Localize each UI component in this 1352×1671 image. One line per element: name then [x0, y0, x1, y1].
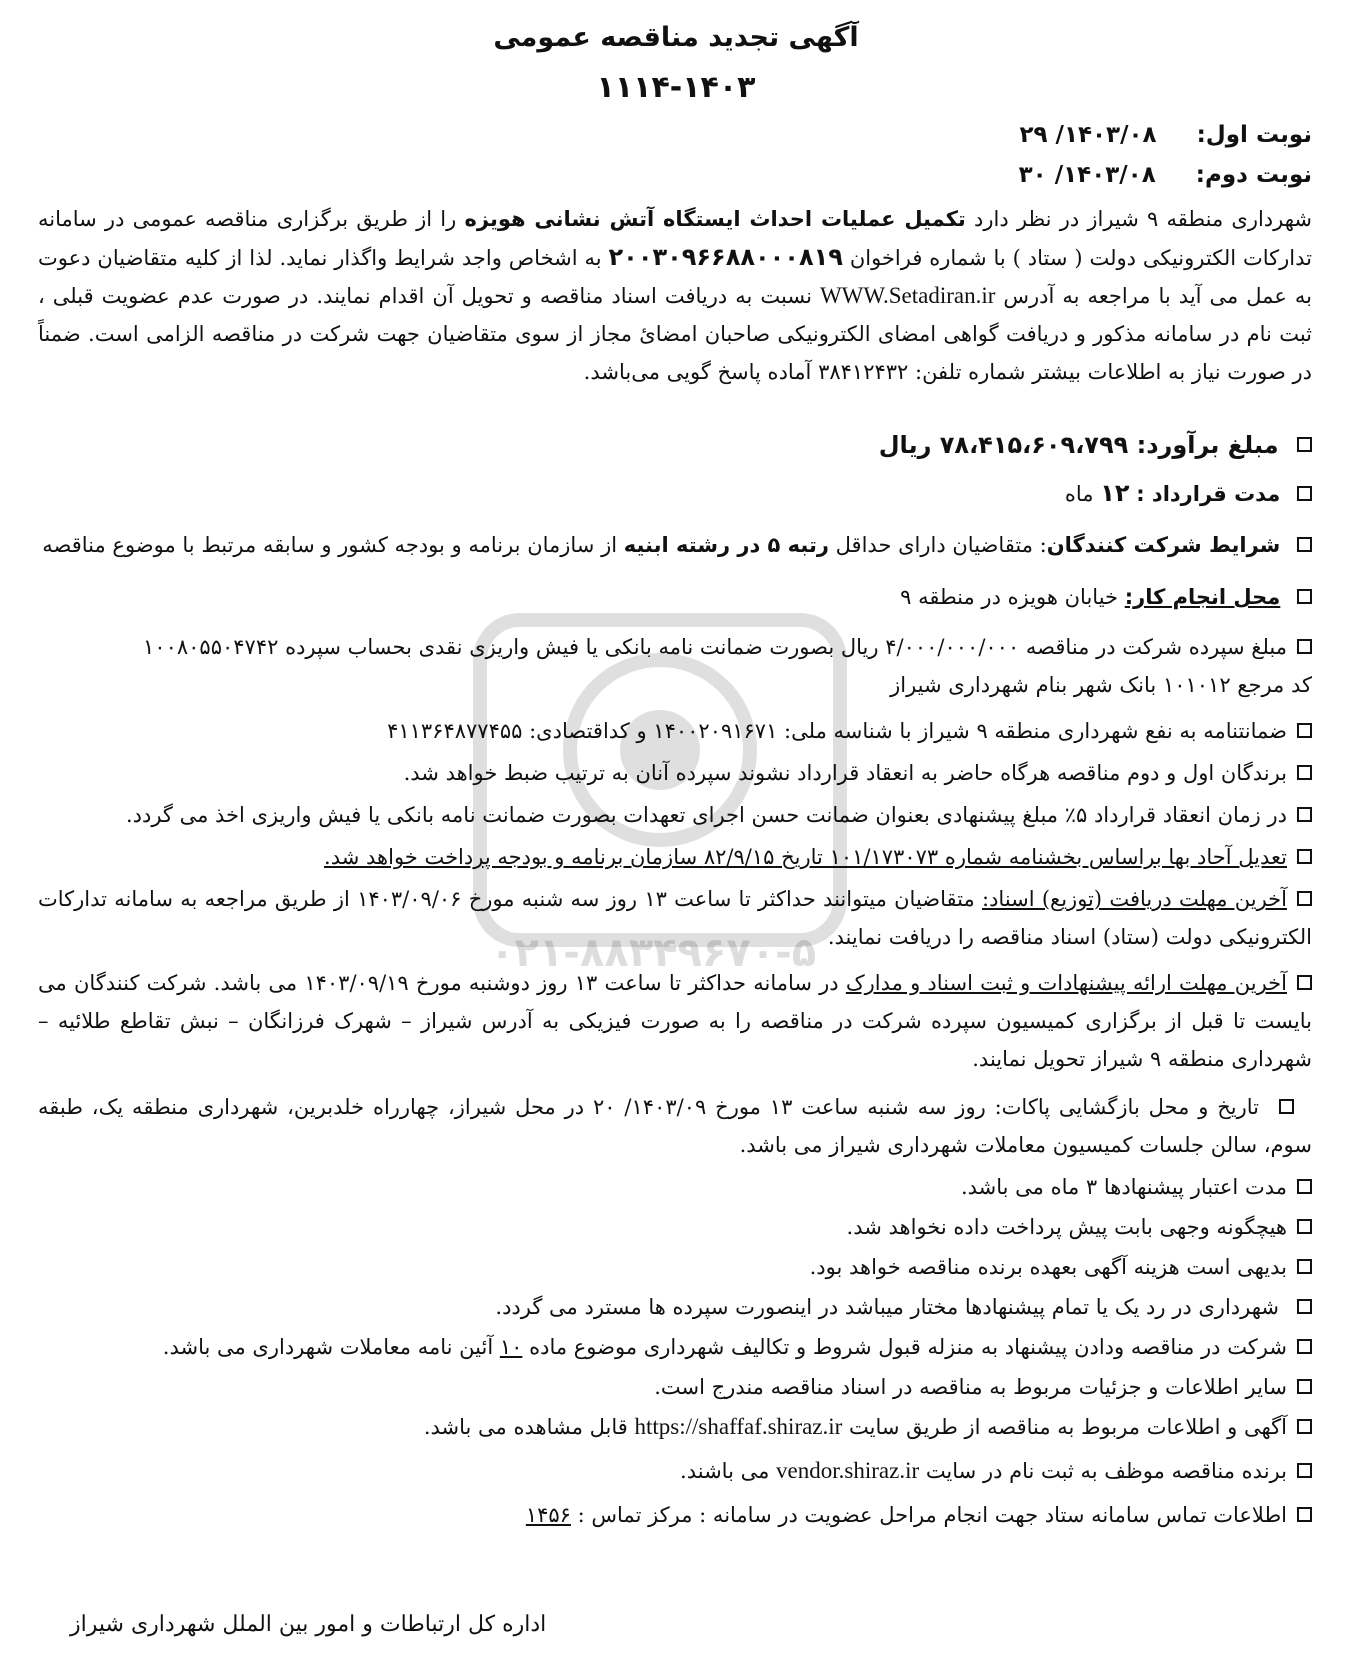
first-publication-date: ۱۴۰۳/۰۸/ ۲۹: [1019, 122, 1157, 148]
doc-deadline-label: آخرین مهلت دریافت (توزیع) اسناد:: [982, 887, 1287, 911]
checkbox-icon: [1297, 437, 1312, 452]
deposit-paragraph: [38, 628, 1312, 704]
second-publication-label: نوبت دوم:: [1195, 162, 1312, 188]
other-info-line: [654, 1372, 1312, 1402]
second-publication-date: ۱۴۰۳/۰۸/ ۳۰: [1018, 162, 1156, 188]
setad-website[interactable]: WWW.Setadiran.ir: [819, 283, 996, 308]
checkbox-icon: [1297, 589, 1312, 604]
checkbox-icon: [1279, 1099, 1294, 1114]
bid-deadline-paragraph: [38, 964, 1312, 1078]
duration-unit: ماه: [1064, 482, 1094, 506]
location-value: خیابان هویزه در منطقه ۹: [900, 585, 1119, 609]
vendor-line: [680, 1456, 1312, 1486]
acceptance-line: [163, 1332, 1312, 1362]
vendor-text-2: می باشند.: [680, 1459, 770, 1483]
location-line: [900, 582, 1312, 612]
doc-deadline-text: متقاضیان میتوانند حداکثر تا ساعت ۱۳ روز سه شنبه مورخ ۱۴۰۳/۰۹/۰۶ از طریق مراجعه به سامانه تدارکات الکترونیکی دولت (ستاد) اسناد مناقصه را دریافت نمایند.: [38, 887, 1312, 949]
bid-deadline-label: آخرین مهلت ارائه پیشنهادات و ثبت اسناد و مدارک: [845, 971, 1287, 995]
contact-number: ۱۴۵۶: [525, 1503, 571, 1527]
checkbox-icon: [1297, 723, 1312, 738]
shaffaf-link[interactable]: https://shaffaf.shiraz.ir: [634, 1414, 843, 1439]
reject-text: شهرداری در رد یک یا تمام پیشنهادها مختار میباشد در اینصورت سپرده ها مسترد می گردد.: [495, 1295, 1279, 1319]
location-label: محل انجام کار:: [1124, 585, 1281, 609]
tender-number: ۲۰۰۳۰۹۶۶۸۸۰۰۰۸۱۹: [608, 243, 843, 271]
price-adjust-line: [324, 842, 1312, 872]
guarantee-line: [387, 716, 1312, 746]
issuer-signature: اداره کل ارتباطات و امور بین الملل شهرداری شیراز: [70, 1612, 547, 1637]
checkbox-icon: [1297, 486, 1312, 501]
second-publication: [1019, 160, 1312, 190]
notice-number: ۱۱۱۴-۱۴۰۳: [596, 70, 756, 105]
duration-line: [1065, 478, 1312, 509]
checkbox-icon: [1297, 639, 1312, 654]
opening-text: تاریخ و محل بازگشایی پاکات: روز سه شنبه ساعت ۱۳ مورخ ۱۴۰۳/۰۹/ ۲۰ در محل شیراز، چهارراه خلدبرین، شهرداری منطقه یک، طبقه سوم، سالن جلسات کمیسیون معاملات شهرداری شیراز می باشد.: [38, 1095, 1312, 1157]
intro-text-3: به اشخاص واجد شرایط واگذار نماید. لذا از کلیه متقاضیان دعوت به عمل می آید با مراجعه به آدرس: [38, 246, 1312, 308]
checkbox-icon: [1297, 1419, 1312, 1434]
ad-cost-line: [810, 1252, 1312, 1282]
checkbox-icon: [1297, 1507, 1312, 1522]
checkbox-icon: [1297, 765, 1312, 780]
performance-line: [126, 800, 1312, 830]
site-ad-line: [424, 1412, 1312, 1442]
validity-line: [961, 1172, 1312, 1202]
article-number: ۱۰: [499, 1335, 523, 1359]
checkbox-icon: [1297, 1379, 1312, 1394]
price-adjust-text: تعدیل آحاد بها براساس بخشنامه شماره ۱۰۱/۱۷۳۰۷۳ تاریخ ۸۲/۹/۱۵ سازمان برنامه و بودجه پرداخت خواهد شد.: [324, 845, 1287, 869]
checkbox-icon: [1297, 1299, 1312, 1314]
intro-text-1: شهرداری منطقه ۹ شیراز در نظر دارد: [974, 207, 1313, 231]
required-rank: رتبه ۵ در رشته ابنیه: [623, 533, 829, 557]
first-publication-label: نوبت اول:: [1196, 122, 1312, 148]
intro-text-2: را از طریق برگزاری مناقصه عمومی در سامانه تدارکات الکترونیکی دولت ( ستاد ) با شماره فراخوان: [38, 207, 1312, 270]
acceptance-text-1: شرکت در مناقصه ودادن پیشنهاد به منزله قبول شروط و تکالیف شهرداری موضوع ماده: [529, 1335, 1287, 1359]
validity-text: مدت اعتبار پیشنهادها ۳ ماه می باشد.: [960, 1175, 1287, 1199]
conditions-text-2: از سازمان برنامه و بودجه کشور و سابقه مرتبط با موضوع مناقصه: [42, 533, 618, 557]
acceptance-text-2: آئین نامه معاملات شهرداری می باشد.: [162, 1335, 494, 1359]
deposit-reference: کد مرجع ۱۰۱۰۱۲ بانک شهر بنام شهرداری شیراز: [890, 673, 1312, 697]
budget-line: [879, 430, 1312, 460]
intro-text-4: نسبت به دریافت اسناد مناقصه و تحویل آن اقدام نمایند. در صورت عدم عضویت قبلی ، ثبت نام در سامانه مذکور و دریافت گواهی امضای الکترونیکی صاحبان امضائ مجاز از سوی متقاضیان جهت شرکت در مناقصه الزامی است. ضمناً در صورت نیاز به اطلاعات بیشتر شماره تلفن: ۳۸۴۱۲۴۳۲ آماده پاسخ گویی می‌باشد.: [38, 284, 1312, 384]
opening-paragraph: [38, 1088, 1312, 1164]
no-prepay-text: هیچگونه وجهی بابت پیش پرداخت داده نخواهد شد.: [846, 1215, 1287, 1239]
budget-label: مبلغ برآورد:: [1136, 431, 1279, 459]
checkbox-icon: [1297, 849, 1312, 864]
duration-label: مدت قرارداد :: [1136, 482, 1281, 506]
checkbox-icon: [1297, 1339, 1312, 1354]
checkbox-icon: [1297, 1463, 1312, 1478]
first-publication: [1019, 120, 1312, 150]
intro-paragraph: [38, 200, 1312, 391]
conditions-line: [42, 530, 1312, 560]
conditions-text-1: : متقاضیان دارای حداقل: [835, 533, 1047, 557]
watermark-phone: ۰۲۱-۸۸۳۴۹۶۷۰-۵: [490, 930, 817, 976]
site-ad-text-1: آگهی و اطلاعات مربوط به مناقصه از طریق سایت: [849, 1415, 1287, 1439]
no-prepay-line: [847, 1212, 1312, 1242]
checkbox-icon: [1297, 807, 1312, 822]
conditions-label: شرایط شرکت کنندگان: [1046, 533, 1281, 557]
checkbox-icon: [1297, 537, 1312, 552]
vendor-text-1: برنده مناقصه موظف به ثبت نام در سایت: [925, 1459, 1287, 1483]
site-ad-text-2: قابل مشاهده می باشد.: [423, 1415, 628, 1439]
duration-value: ۱۲: [1100, 479, 1130, 507]
reject-line: [495, 1292, 1312, 1322]
vendor-link[interactable]: vendor.shiraz.ir: [776, 1458, 920, 1483]
winners-line: [404, 758, 1312, 788]
budget-value: ۷۸،۴۱۵،۶۰۹،۷۹۹ ریال: [878, 431, 1129, 459]
notice-title: آگهی تجدید مناقصه عمومی: [493, 22, 859, 53]
guarantee-text: ضمانتنامه به نفع شهرداری منطقه ۹ شیراز با شناسه ملی: ۱۴۰۰۲۰۹۱۶۷۱ و کداقتصادی: ۴۱۱۳۶۴۸۷۷۴۵۵: [387, 719, 1287, 743]
bid-deadline-text: در سامانه حداکثر تا ساعت ۱۳ روز دوشنبه مورخ ۱۴۰۳/۰۹/۱۹ می باشد. شرکت کنندگان می بایست تا قبل از برگزاری کمیسیون سپرده شرکت در مناقصه را به صورت فیزیکی به آدرس شیراز – شهرک فرزانگان – نبش تقاطع طلائیه – شهرداری منطقه ۹ شیراز تحویل نمایند.: [38, 971, 1312, 1071]
ad-cost-text: بدیهی است هزینه آگهی بعهده برنده مناقصه خواهد بود.: [809, 1255, 1287, 1279]
winners-text: برندگان اول و دوم مناقصه هرگاه حاضر به انعقاد قرارداد نشوند سپرده آنان به ترتیب ضبط خواهد شد.: [403, 761, 1287, 785]
contact-line: [526, 1500, 1312, 1530]
checkbox-icon: [1297, 1179, 1312, 1194]
deposit-text: مبلغ سپرده شرکت در مناقصه ۴/۰۰۰/۰۰۰/۰۰۰ ریال بصورت ضمانت نامه بانکی یا فیش واریزی نقدی بحساب سپرده ۱۰۰۸۰۵۵۰۴۷۴۲: [143, 635, 1287, 659]
performance-text: در زمان انعقاد قرارداد ۵٪ مبلغ پیشنهادی بعنوان ضمانت حسن اجرای تعهدات بصورت ضمانت نامه بانکی یا فیش واریزی اخذ می گردد.: [125, 803, 1287, 827]
contact-text: اطلاعات تماس سامانه ستاد جهت انجام مراحل عضویت در سامانه : مرکز تماس :: [577, 1503, 1287, 1527]
project-title: تکمیل عملیات احداث ایستگاه آتش نشانی هویزه: [464, 207, 966, 231]
checkbox-icon: [1297, 1259, 1312, 1274]
checkbox-icon: [1297, 975, 1312, 990]
checkbox-icon: [1297, 1219, 1312, 1234]
other-info-text: سایر اطلاعات و جزئیات مربوط به مناقصه در اسناد مناقصه مندرج است.: [654, 1375, 1287, 1399]
checkbox-icon: [1297, 891, 1312, 906]
